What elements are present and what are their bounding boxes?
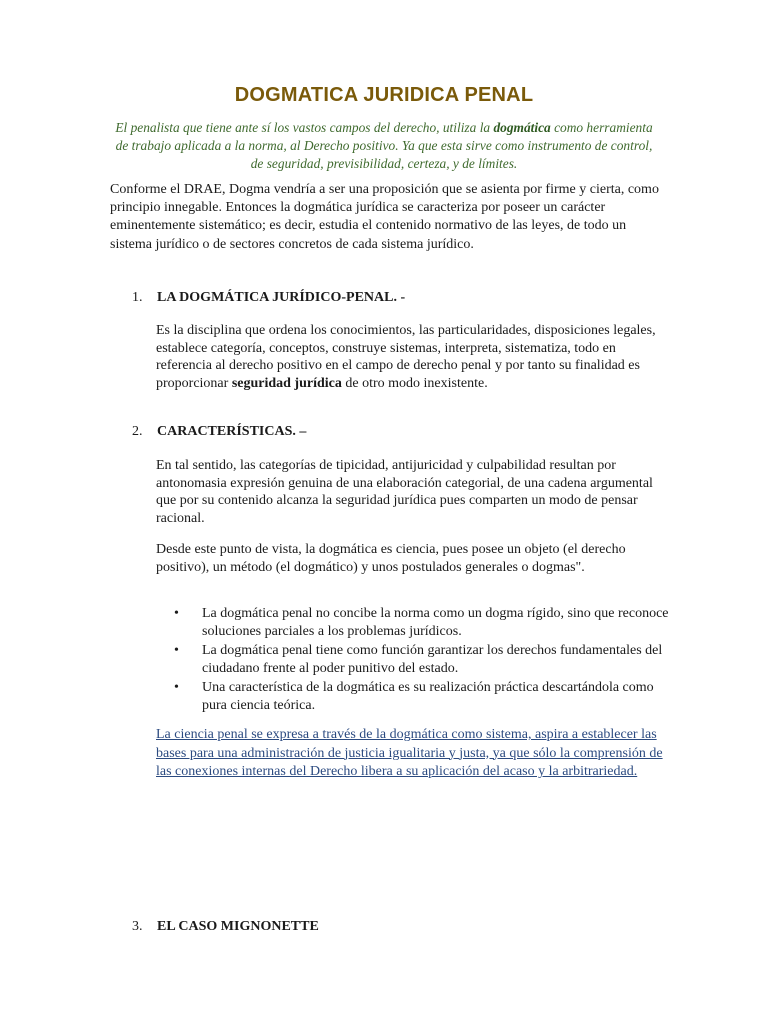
section-2-paragraph-2: Desde este punto de vista, la dogmática es ciencia, pues posee un objeto (el derecho positivo), un método (el dogmático) y unos postulados generales o dogmas".	[156, 542, 626, 575]
epigraph-text-after: como herramienta de trabajo aplicada a la norma, al Derecho positivo. Ya que esta sirve como instrumento de control, de seguridad, previsibilidad, certeza, y de límites.	[115, 120, 653, 171]
list-item-text: La dogmática penal tiene como función garantizar los derechos fundamentales del ciudadano frente al poder punitivo del estado.	[202, 643, 663, 676]
section-1-text-after: de otro modo inexistente.	[341, 375, 488, 391]
bullet-icon: •	[174, 643, 179, 658]
section-2-number: 2.	[132, 424, 143, 439]
section-1-bold-term: seguridad jurídica	[231, 375, 342, 391]
highlighted-quote-link[interactable]: La ciencia penal se expresa a través de la dogmática como sistema, aspira a establecer las bases para una administración de justicia igualitaria y justa, ya que sólo la comprensión de las conexiones internas del Derecho libera a su aplicación del acaso y la arbitrariedad.	[156, 727, 663, 780]
epigraph-bold-term: dogmática	[493, 120, 551, 135]
section-2-paragraph-1: En tal sentido, las categorías de tipicidad, antijuricidad y culpabilidad resultan por antonomasia expresión genuina de una elaboración categorial, de una cadena argumental que por su contenido alcanza la seguridad jurídica pues comparten un modo de pensar racional.	[156, 458, 653, 526]
list-item	[156, 642, 676, 678]
section-1-title: LA DOGMÁTICA JURÍDICO-PENAL. -	[157, 290, 406, 305]
intro-paragraph: Conforme el DRAE, Dogma vendría a ser una proposición que se asienta por firme y cierta, como principio innegable. Entonces la dogmática jurídica se caracteriza por poseer un carácter eminentemente sistemático; es decir, estudia el contenido normativo de las leyes, de todo un sistema jurídico o de sectores concretos de cada sistema jurídico.	[110, 182, 659, 252]
section-3-heading	[132, 918, 319, 936]
list-item	[156, 679, 676, 715]
section-2-title: CARACTERÍSTICAS. –	[157, 424, 307, 439]
bullet-icon: •	[174, 680, 179, 695]
list-item	[156, 605, 676, 641]
section-1-heading	[132, 289, 406, 307]
bullet-icon: •	[174, 606, 179, 621]
epigraph-text-before: El penalista que tiene ante sí los vastos campos del derecho, utiliza la	[115, 120, 494, 135]
section-1-paragraph	[156, 322, 666, 392]
epigraph	[110, 119, 658, 173]
section-3-title: EL CASO MIGNONETTE	[157, 919, 319, 934]
characteristics-list	[156, 605, 676, 716]
section-1-text-before: Es la disciplina que ordena los conocimientos, las particularidades, disposiciones legales, establece categoría, conceptos, construye sistemas, interpreta, sistematiza, todo en referencia al derecho positivo en el campo de derecho penal y por tanto su finalidad es proporcionar	[156, 323, 656, 391]
document-title: DOGMATICA JURIDICA PENAL	[234, 84, 534, 106]
section-3-number: 3.	[132, 919, 143, 934]
list-item-text: Una característica de la dogmática es su realización práctica descartándola como pura ciencia teórica.	[202, 680, 654, 713]
list-item-text: La dogmática penal no concibe la norma como un dogma rígido, sino que reconoce soluciones parciales a los problemas jurídicos.	[202, 606, 669, 639]
section-2-heading	[132, 423, 307, 441]
section-1-number: 1.	[132, 290, 143, 305]
